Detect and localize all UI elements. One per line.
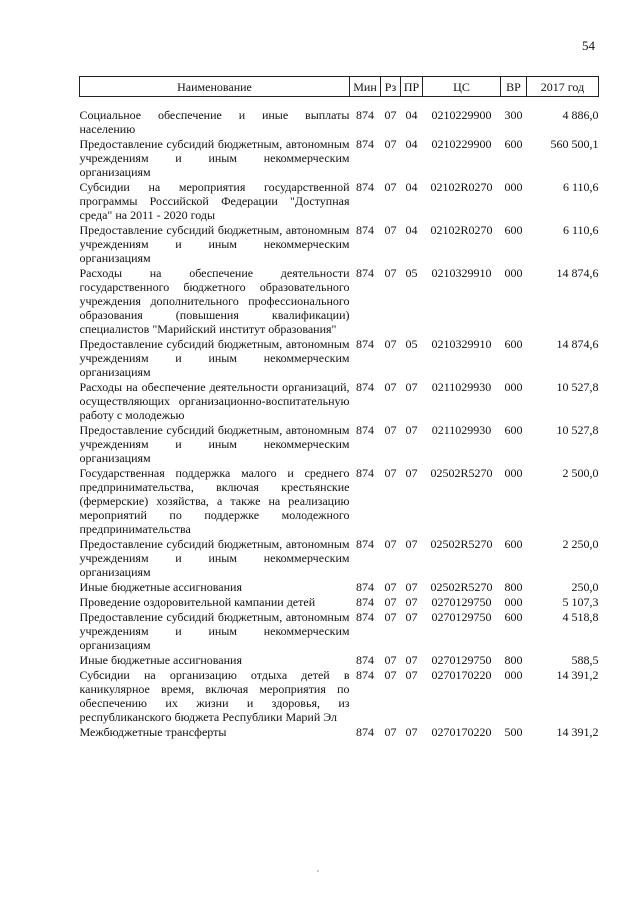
cell-min: 874: [356, 266, 374, 280]
cell-pr: 07: [405, 595, 418, 609]
cell-name: Расходы на обеспечение деятельности государственного бюджетного образовательного учреждения дополнительного профессионального образования (повышения квалификации) специалистов "Марийский институт образования": [79, 266, 350, 336]
cell-sum: 14 391,2: [556, 668, 599, 682]
cell-vr: 000: [504, 595, 523, 609]
cell-pr: 07: [405, 653, 418, 667]
cell-cs: 0270129750: [431, 595, 492, 609]
table-row: [80, 179, 599, 222]
cell-sum: 2 500,0: [562, 466, 599, 480]
cell-sum: 2 250,0: [562, 537, 599, 551]
cell-rz: 07: [384, 595, 397, 609]
cell-vr: 600: [504, 223, 523, 237]
cell-pr: 07: [405, 380, 418, 394]
cell-name: Иные бюджетные ассигнования: [79, 653, 242, 667]
cell-name: Межбюджетные трансферты: [79, 725, 227, 739]
table-row: [80, 379, 599, 422]
header-cs: ЦС: [423, 77, 501, 97]
cell-sum: 10 527,8: [556, 423, 599, 437]
cell-rz: 07: [384, 466, 397, 480]
cell-min: 874: [356, 595, 374, 609]
table-row: [80, 579, 599, 594]
cell-vr: 600: [504, 337, 523, 351]
cell-sum: 14 874,6: [556, 337, 599, 351]
cell-vr: 600: [504, 610, 523, 624]
cell-sum: 14 874,6: [556, 266, 599, 280]
table-row: [80, 724, 599, 739]
cell-cs: 0210229900: [431, 108, 492, 122]
cell-name: Предоставление субсидий бюджетным, автономным учреждениям и иным некоммерческим организациям: [79, 223, 350, 265]
cell-min: 874: [356, 380, 374, 394]
table-row: [80, 536, 599, 579]
cell-name: Предоставление субсидий бюджетным, автономным учреждениям и иным некоммерческим организациям: [79, 337, 350, 379]
cell-vr: 000: [504, 466, 523, 480]
cell-rz: 07: [384, 380, 397, 394]
cell-pr: 07: [405, 423, 418, 437]
cell-name: Государственная поддержка малого и среднего предпринимательства, включая крестьянские (фермерские) хозяйства, а также на реализацию мероприятий по поддержке молодежного предпринимательства: [79, 466, 350, 536]
cell-cs: 0210229900: [431, 137, 492, 151]
table-row: [80, 652, 599, 667]
table-row: [80, 594, 599, 609]
cell-min: 874: [356, 108, 374, 122]
cell-rz: 07: [384, 653, 397, 667]
cell-cs: 0211029930: [431, 423, 492, 437]
cell-cs: 0210329910: [431, 266, 492, 280]
cell-cs: 0270129750: [431, 610, 492, 624]
cell-rz: 07: [384, 137, 397, 151]
table-row: [80, 609, 599, 652]
cell-name: Предоставление субсидий бюджетным, автономным учреждениям и иным некоммерческим организациям: [79, 537, 350, 579]
cell-vr: 000: [504, 380, 523, 394]
cell-rz: 07: [384, 337, 397, 351]
cell-vr: 000: [504, 266, 523, 280]
header-year: 2017 год: [527, 77, 599, 97]
budget-table: [79, 76, 599, 739]
cell-min: 874: [356, 668, 374, 682]
table-row: [80, 265, 599, 336]
cell-name: Субсидии на организацию отдыха детей в каникулярное время, включая мероприятия по обеспечению их жизни и здоровья, из республиканского бюджета Республики Марий Эл: [79, 668, 350, 724]
header-min: Мин: [350, 77, 381, 97]
table-header-row: [80, 77, 599, 97]
cell-min: 874: [356, 137, 374, 151]
scan-speck: [317, 870, 319, 872]
cell-cs: 0210329910: [431, 337, 492, 351]
cell-pr: 07: [405, 668, 418, 682]
cell-pr: 05: [405, 337, 418, 351]
cell-min: 874: [356, 223, 374, 237]
cell-min: 874: [356, 423, 374, 437]
table-row: [80, 222, 599, 265]
cell-pr: 07: [405, 610, 418, 624]
cell-pr: 07: [405, 537, 418, 551]
table-row: [80, 422, 599, 465]
cell-cs: 0270170220: [431, 725, 492, 739]
cell-cs: 02502R5270: [430, 580, 493, 594]
cell-min: 874: [356, 180, 374, 194]
cell-rz: 07: [384, 223, 397, 237]
cell-pr: 04: [405, 137, 418, 151]
cell-name: Иные бюджетные ассигнования: [79, 580, 242, 594]
cell-name: Предоставление субсидий бюджетным, автономным учреждениям и иным некоммерческим организациям: [79, 137, 350, 179]
cell-name: Расходы на обеспечение деятельности организаций, осуществляющих организационно-воспитательную работу с молодежью: [79, 380, 350, 422]
cell-pr: 07: [405, 580, 418, 594]
cell-cs: 02102R0270: [430, 180, 493, 194]
cell-name: Субсидии на мероприятия государственной программы Российской Федерации "Доступная среда" на 2011 - 2020 годы: [79, 180, 350, 222]
cell-vr: 600: [504, 423, 523, 437]
table-row: [80, 336, 599, 379]
cell-min: 874: [356, 466, 374, 480]
header-vr: ВР: [501, 77, 527, 97]
cell-name: Предоставление субсидий бюджетным, автономным учреждениям и иным некоммерческим организациям: [79, 423, 350, 465]
cell-sum: 5 107,3: [562, 595, 599, 609]
cell-min: 874: [356, 337, 374, 351]
cell-vr: 300: [504, 108, 523, 122]
cell-cs: 02502R5270: [430, 466, 493, 480]
cell-rz: 07: [384, 266, 397, 280]
cell-sum: 14 391,2: [556, 725, 599, 739]
cell-cs: 02502R5270: [430, 537, 493, 551]
cell-sum: 6 110,6: [562, 223, 599, 237]
cell-rz: 07: [384, 180, 397, 194]
cell-vr: 800: [504, 653, 523, 667]
cell-sum: 588,5: [571, 653, 599, 667]
cell-pr: 04: [405, 108, 418, 122]
table-row: [80, 97, 599, 137]
cell-rz: 07: [384, 668, 397, 682]
cell-name: Предоставление субсидий бюджетным, автономным учреждениям и иным некоммерческим организациям: [79, 610, 350, 652]
cell-min: 874: [356, 537, 374, 551]
cell-pr: 05: [405, 266, 418, 280]
cell-cs: 0211029930: [431, 380, 492, 394]
cell-rz: 07: [384, 610, 397, 624]
cell-vr: 000: [504, 668, 523, 682]
cell-vr: 600: [504, 137, 523, 151]
cell-pr: 07: [405, 466, 418, 480]
cell-sum: 250,0: [571, 580, 599, 594]
cell-rz: 07: [384, 108, 397, 122]
cell-pr: 04: [405, 223, 418, 237]
cell-cs: 02102R0270: [430, 223, 493, 237]
cell-min: 874: [356, 725, 374, 739]
cell-min: 874: [356, 653, 374, 667]
cell-cs: 0270129750: [431, 653, 492, 667]
page-number: 54: [582, 38, 595, 53]
cell-vr: 600: [504, 537, 523, 551]
cell-vr: 800: [504, 580, 523, 594]
cell-sum: 6 110,6: [562, 180, 599, 194]
cell-min: 874: [356, 610, 374, 624]
cell-sum: 4 518,8: [562, 610, 599, 624]
cell-name: Социальное обеспечение и иные выплаты населению: [79, 108, 350, 136]
header-rz: Рз: [381, 77, 401, 97]
cell-vr: 500: [504, 725, 523, 739]
table-row: [80, 465, 599, 536]
cell-sum: 560 500,1: [550, 137, 599, 151]
table-row: [80, 667, 599, 724]
table-row: [80, 136, 599, 179]
cell-pr: 04: [405, 180, 418, 194]
cell-rz: 07: [384, 580, 397, 594]
cell-min: 874: [356, 580, 374, 594]
cell-cs: 0270170220: [431, 668, 492, 682]
cell-vr: 000: [504, 180, 523, 194]
cell-rz: 07: [384, 423, 397, 437]
cell-name: Проведение оздоровительной кампании детей: [79, 595, 316, 609]
cell-rz: 07: [384, 537, 397, 551]
cell-rz: 07: [384, 725, 397, 739]
cell-sum: 4 886,0: [562, 108, 599, 122]
header-name: Наименование: [80, 77, 350, 97]
header-pr: ПР: [401, 77, 423, 97]
cell-pr: 07: [405, 725, 418, 739]
cell-sum: 10 527,8: [556, 380, 599, 394]
